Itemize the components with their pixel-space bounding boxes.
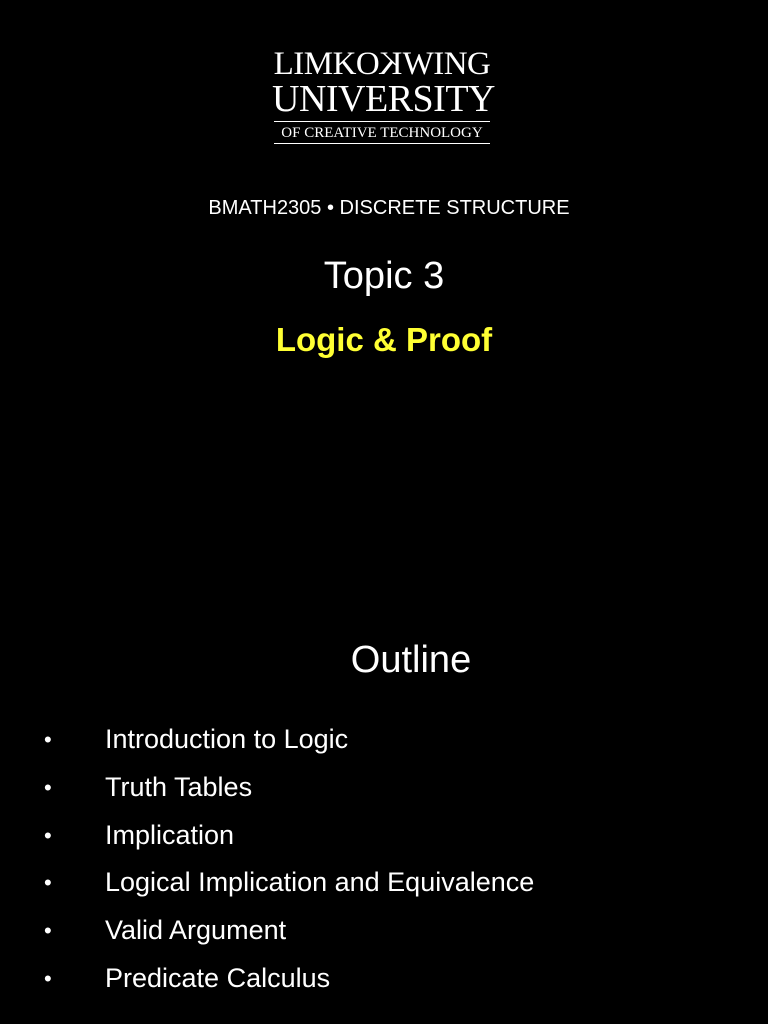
- logo-line-1-part-1: LIMKO: [273, 46, 380, 82]
- list-item-text: Logical Implication and Equivalence: [105, 867, 535, 898]
- list-item: [0, 716, 768, 764]
- bullet-icon: •: [44, 822, 52, 848]
- outline-slide: [0, 600, 768, 1024]
- university-logo: [272, 46, 495, 144]
- logo-underline: [274, 143, 490, 144]
- list-item: [0, 764, 768, 812]
- list-item: [0, 812, 768, 860]
- list-item-text: Truth Tables: [105, 771, 253, 802]
- bullet-icon: •: [44, 727, 52, 752]
- logo-divider: [274, 121, 490, 122]
- topic-subtitle: Logic & Proof: [275, 321, 493, 358]
- logo-reversed-k: K: [379, 46, 403, 82]
- bullet-icon: •: [44, 870, 52, 896]
- list-item-text: Valid Argument: [105, 915, 287, 946]
- outline-title: Outline: [350, 639, 472, 681]
- logo-line-1-part-2: WING: [402, 46, 491, 82]
- logo-line-1: [272, 48, 492, 81]
- course-code: BMATH2305 • DISCRETE STRUCTURE: [208, 197, 570, 219]
- topic-title: Topic 3: [323, 255, 445, 297]
- bullet-icon: •: [44, 918, 52, 944]
- list-item: [0, 955, 768, 1003]
- list-item: [0, 907, 768, 955]
- bullet-icon: •: [44, 774, 52, 800]
- list-item-text: Implication: [105, 819, 235, 850]
- list-item: [0, 859, 768, 907]
- list-item-text: Introduction to Logic: [105, 724, 349, 754]
- list-item-text: Predicate Calculus: [105, 962, 331, 993]
- logo-line-2: UNIVERSITY: [272, 78, 495, 120]
- bullet-icon: •: [44, 965, 52, 991]
- logo-line-3: OF CREATIVE TECHNOLOGY: [281, 125, 483, 141]
- outline-list: [0, 716, 768, 1003]
